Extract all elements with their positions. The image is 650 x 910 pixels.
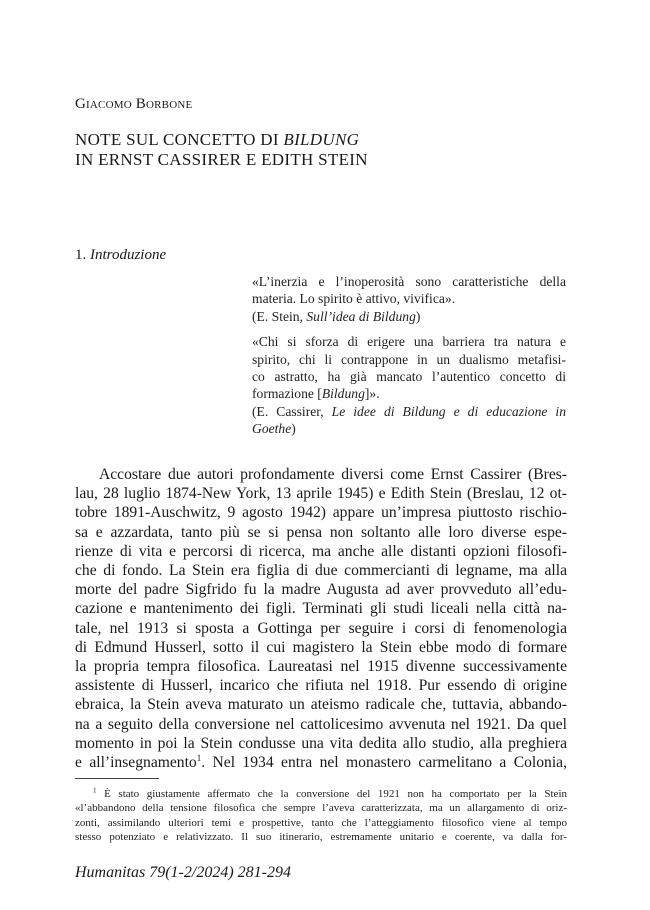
footnote-line-text: È stato giustamente affermato che la conversione del 1921 non ha comportato per la Stein (96, 788, 567, 800)
body-line: sa e azzardata, tanto più se si pensa non soltanto alle loro diverse espe- (75, 523, 567, 541)
body-line: di Edmund Husserl, sotto il cui magistero la Stein ebbe modo di formare (75, 638, 567, 656)
title-bildung-italic: BILDUNG (283, 130, 360, 149)
section-heading (75, 247, 166, 264)
body-line: tale, nel 1913 si sposta a Gottinga per seguire i corsi di fenomenologia (75, 619, 567, 637)
body-line: momento in poi la Stein condusse una vita dedita allo studio, alla preghiera (75, 734, 567, 752)
footnote-line: «l’abbandono della tensione filosofica che sempre l’aveva caratterizzata, ma un allargamento di oriz- (75, 802, 567, 815)
epigraph-source-title: Sull’idea di Bildung (306, 308, 416, 324)
footnote-line: stesso potenziato e relativizzato. Il suo itinerario, estremamente unitario e coerente, va dalla for- (75, 831, 567, 844)
body-line: assistente di Husserl, incarico che rifiuta nel 1918. Pur essendo di origine (75, 677, 567, 695)
epigraph-source-prefix: (E. Stein, (252, 308, 307, 324)
epigraph-stein (252, 273, 566, 325)
journal-citation: Humanitas 79(1-2/2024) 281-294 (75, 864, 291, 881)
section-name: Introduzione (90, 247, 167, 263)
epigraph-source-suffix: ) (291, 421, 296, 437)
body-line: tobre 1891-Auschwitz, 9 agosto 1942) appare un’impresa piuttosto rischio- (75, 504, 567, 522)
body-line: rienze di vita e percorsi di ricerca, ma anche alle distanti opzioni filosofi- (75, 542, 567, 560)
footnote-number: 1 (93, 786, 97, 795)
footnote (75, 787, 567, 845)
footnote-line (75, 787, 567, 801)
epigraph-line: «L’inerzia e l’inoperosità sono caratteristiche della (252, 274, 566, 289)
body-last-prefix: e all’insegnamento (75, 754, 197, 772)
body-line: cazione e mantenimento dei figli. Terminati gli studi liceali nella città na- (75, 600, 567, 618)
body-line: ebraica, la Stein aveva maturato un ateismo radicale che, tuttavia, abbando- (75, 696, 567, 714)
epigraph-source-suffix: ) (415, 308, 421, 324)
body-line: Accostare due autori profondamente diversi come Ernst Cassirer (Bres- (99, 466, 567, 483)
epigraph-line: spirito, chi li contrappone in un dualismo metafisi- (252, 351, 566, 367)
epigraph-source-title-end: Goethe (252, 421, 292, 437)
footnote-line: zonti, assimilando ulteriori temi e prospettive, tanto che l’atteggiamento filosofico viene al tempo (75, 816, 567, 829)
epigraph-line: co astratto, ha già mancato l’autentico concetto di (252, 369, 566, 385)
body-line: la propria tempra filosofica. Laureatasi nel 1915 divenne successivamente (75, 658, 567, 676)
epigraph-line: materia. Lo spirito è attivo, vivifica». (252, 291, 456, 307)
epigraph-source (252, 403, 566, 420)
title-line-1 (75, 130, 368, 150)
title-line-2: IN ERNST CASSIRER E EDITH STEIN (75, 150, 368, 169)
section-number: 1. (75, 247, 90, 263)
epigraph-source-title: Le idee di Bildung e di educazione in (331, 403, 566, 419)
body-paragraph (75, 465, 567, 772)
epigraph-last-prefix: formazione [ (252, 386, 322, 402)
title-line-1-text: NOTE SUL CONCETTO DI (75, 130, 284, 149)
epigraph-bildung-italic: Bildung (321, 386, 365, 402)
footnote-reference[interactable]: 1 (196, 752, 202, 763)
body-line: na a seguito della conversione nel cattolicesimo avvenuta nel 1921. Da quel (75, 715, 567, 733)
author-name: Giacomo Borbone (75, 96, 193, 112)
body-last-suffix: . Nel 1934 entra nel monastero carmelitano a Colonia, (201, 754, 567, 772)
epigraph-source-prefix: (E. Cassirer, (252, 403, 332, 419)
body-line (75, 753, 567, 772)
body-line: morte del padre Sigfrido fu la madre Augusta ad aver provveduto all’edu- (75, 581, 567, 599)
epigraph-line: «Chi si sforza di erigere una barriera tra natura e (252, 334, 566, 350)
epigraph-source (252, 308, 566, 325)
epigraphs (252, 273, 566, 438)
epigraph-line (252, 385, 566, 402)
body-line: lau, 28 luglio 1874-New York, 13 aprile 1945) e Edith Stein (Breslau, 12 ot- (75, 485, 567, 503)
footnote-divider (75, 778, 159, 779)
article-title (75, 130, 368, 170)
epigraph-last-suffix: ]». (364, 386, 380, 402)
epigraph-cassirer (252, 333, 566, 437)
body-line: che di fondo. La Stein era figlia di due commercianti di legname, ma alla (75, 562, 567, 580)
epigraph-source-continued (252, 420, 566, 437)
